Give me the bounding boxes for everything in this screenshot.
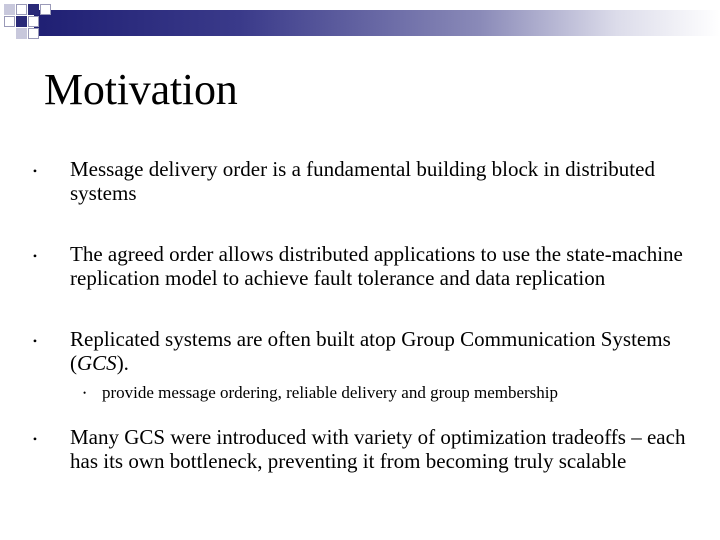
deco-square — [40, 4, 51, 15]
deco-square — [28, 4, 39, 15]
bullet-item — [30, 157, 700, 205]
bullet-text — [70, 327, 671, 375]
bullet-icon: • — [32, 249, 38, 263]
bullet-text-part: ). — [116, 351, 129, 375]
bullet-icon: • — [32, 432, 38, 446]
bullet-text: Message delivery order is a fundamental building block in distributed systems — [70, 157, 655, 205]
deco-square — [28, 28, 39, 39]
deco-square — [4, 4, 15, 15]
bullet-text: Many GCS were introduced with variety of optimization tradeoffs – each has its own bottleneck, preventing it from becoming truly scalable — [70, 425, 686, 473]
bullet-emphasis: GCS — [77, 351, 117, 375]
bullet-text: The agreed order allows distributed applications to use the state-machine replication model to achieve fault tolerance and data replication — [70, 242, 683, 290]
bullet-item — [30, 327, 700, 375]
slide-title: Motivation — [44, 65, 238, 114]
sub-bullet-item — [30, 383, 700, 403]
deco-square — [28, 16, 39, 27]
header-decoration — [0, 0, 720, 48]
deco-square — [16, 4, 27, 15]
deco-square — [4, 16, 15, 27]
bullet-icon: • — [32, 334, 38, 348]
header-gradient-bar — [34, 10, 720, 36]
bullet-list — [30, 157, 700, 473]
sub-bullet-icon: • — [83, 388, 87, 398]
bullet-icon: • — [32, 164, 38, 178]
deco-square — [16, 16, 27, 27]
sub-bullet-text: provide message ordering, reliable delivery and group membership — [102, 383, 559, 402]
bullet-item — [30, 425, 700, 473]
bullet-item — [30, 242, 700, 290]
bullet-text-part: Replicated systems are often built atop Group Communication Systems ( — [70, 327, 671, 375]
deco-square — [16, 28, 27, 39]
